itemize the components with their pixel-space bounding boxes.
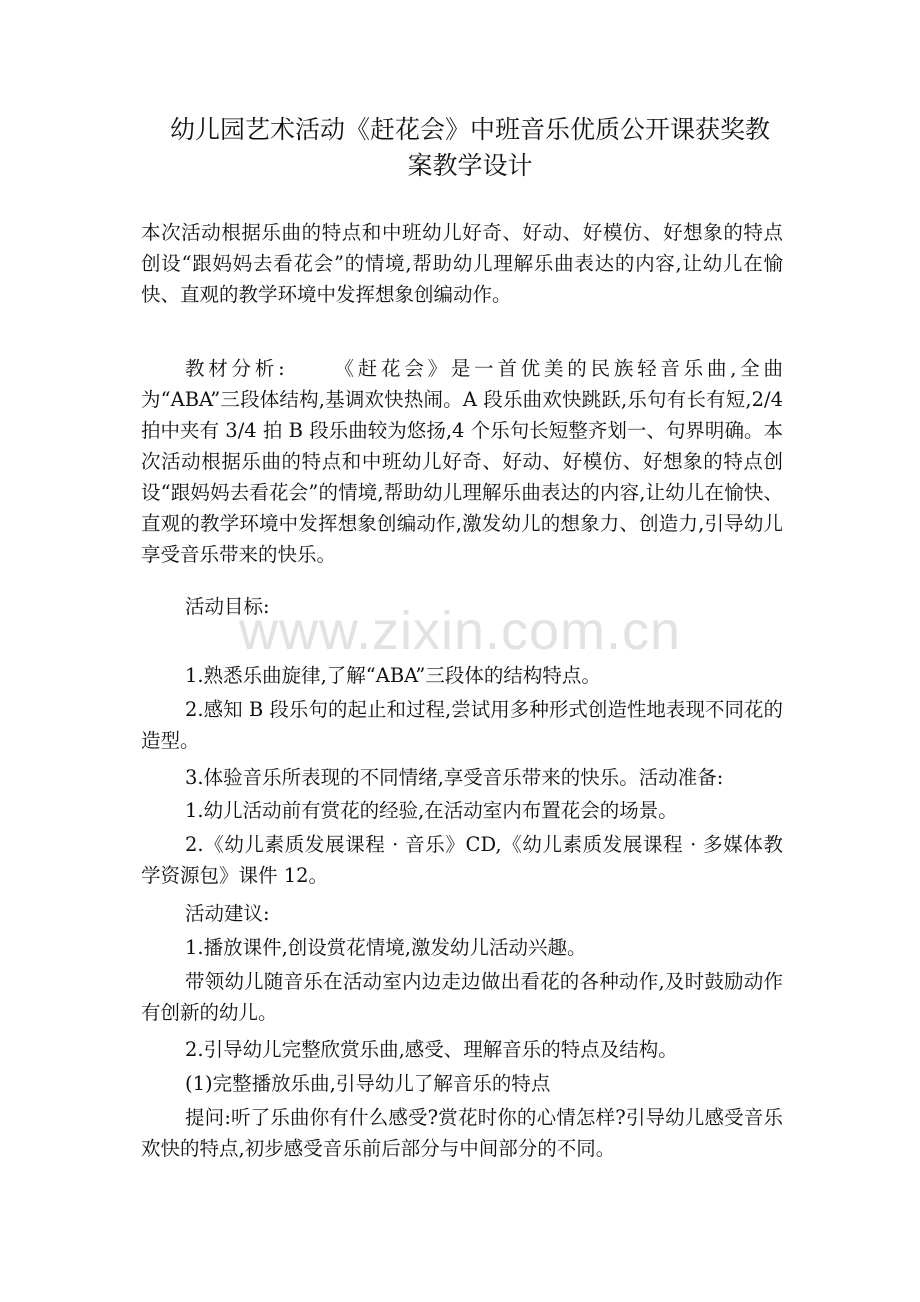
prep-item-1: 1.幼儿活动前有赏花的经验,在活动室内布置花会的场景。 <box>185 799 678 822</box>
suggest-item-1-detail: 带领幼儿随音乐在活动室内边走边做出看花的各种动作,及时鼓励动作有创新的幼儿。 <box>141 970 783 1024</box>
title-line-1: 幼儿园艺术活动《赶花会》中班音乐优质公开课获奖教 <box>169 115 770 144</box>
analysis-label: 教材分析: <box>185 357 285 380</box>
goal-item-3: 3.体验音乐所表现的不同情绪,享受音乐带来的快乐。活动准备: <box>185 766 724 789</box>
watermark: www.zixin.com.cn <box>238 601 682 661</box>
question-paragraph: 提问:听了乐曲你有什么感受?赏花时你的心情怎样?引导幼儿感受音乐欢快的特点,初步感受音乐前后部分与中间部分的不同。 <box>141 1106 783 1160</box>
analysis-text: 《赶花会》是一首优美的民族轻音乐曲,全曲为“ABA”三段体结构,基调欢快热闹。A 段乐曲欢快跳跃,乐句有长有短,2/4 拍中夹有 3/4 拍 B 段乐曲较为悠扬,4 个乐句长短整齐划一、句界明确。本次活动根据乐曲的特点和中班幼儿好奇、好动、好模仿、好想象的特点创设“跟妈妈去看花会”的情境,帮助幼儿理解乐曲表达的内容,让幼儿在愉快、直观的教学环境中发挥想象创编动作,激发幼儿的想象力、创造力,引导幼儿享受音乐带来的快乐。 <box>141 357 784 566</box>
analysis-paragraph <box>141 353 783 570</box>
intro-paragraph: 本次活动根据乐曲的特点和中班幼儿好奇、好动、好模仿、好想象的特点创设“跟妈妈去看花会”的情境,帮助幼儿理解乐曲表达的内容,让幼儿在愉快、直观的教学环境中发挥想象创编动作。 <box>141 221 783 306</box>
suggest-item-1: 1.播放课件,创设赏花情境,激发幼儿活动兴趣。 <box>185 936 587 959</box>
document-title <box>150 112 790 184</box>
prep-item-2: 2.《幼儿素质发展课程 · 音乐》CD,《幼儿素质发展课程 · 多媒体教学资源包》课件 12。 <box>141 833 783 887</box>
suggest-item-2-sub: (1)完整播放乐曲,引导幼儿了解音乐的特点 <box>185 1072 551 1095</box>
suggest-heading: 活动建议: <box>185 902 270 925</box>
goal-item-2: 2.感知 B 段乐句的起止和过程,尝试用多种形式创造性地表现不同花的造型。 <box>141 698 783 752</box>
title-line-2: 案教学设计 <box>407 151 533 180</box>
goals-heading: 活动目标: <box>185 595 270 618</box>
goal-item-1: 1.熟悉乐曲旋律,了解“ABA”三段体的结构特点。 <box>185 664 601 687</box>
suggest-item-2: 2.引导幼儿完整欣赏乐曲,感受、理解音乐的特点及结构。 <box>185 1038 678 1061</box>
